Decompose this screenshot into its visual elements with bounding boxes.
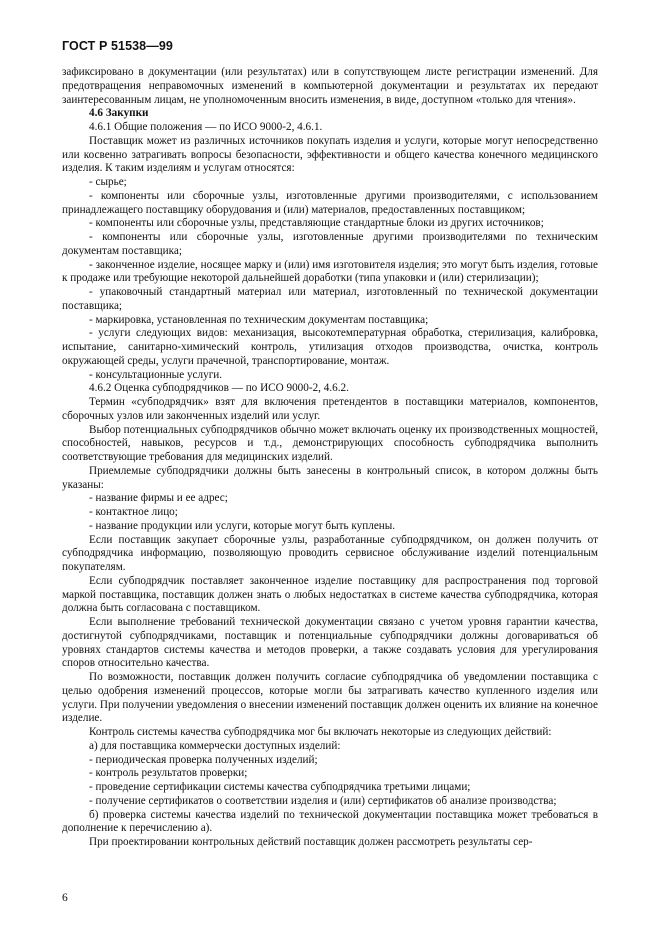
- paragraph: Если выполнение требований технической документации связано с учетом уровня гарантии качества, достигнутой субподрядчиками, поставщик и потенциальные субподрядчики должны договариваться об уровнях стандартов системы качества и методов проверки, а также создавать условия для урегулирования споров относительно качества.: [62, 616, 598, 670]
- list-item: - сырье;: [89, 176, 127, 188]
- list-item: - контроль результатов проверки;: [89, 767, 248, 780]
- subsection-heading: 4.6.2 Оценка субподрядчиков — по ИСО 9000-2, 4.6.2.: [89, 382, 349, 395]
- paragraph: зафиксировано в документации (или результатах) или в сопутствующем листе регистрации изменений. Для предотвращения неправомочных изменений в компьютерной документации и результатах их передают заинтересованным лицам, не уполномоченным вносить изменения, в виде, доступном «только для чтения».: [62, 66, 598, 106]
- list-item: - законченное изделие, носящее марку и (или) имя изготовителя изделия; это могут быть изделия, готовые к продаже или требующие некоторой дальнейшей доработки (типа упаковки и (или) стерилизации);: [62, 258, 598, 285]
- list-item: - название фирмы и ее адрес;: [89, 492, 228, 505]
- list-item: - контактное лицо;: [89, 506, 178, 518]
- list-item: - периодическая проверка полученных изделий;: [89, 753, 318, 766]
- paragraph: Если поставщик закупает сборочные узлы, разработанные субподрядчиком, он должен получить от субподрядчика информацию, позволяющую проводить сервисное обслуживание изделий потенциальным покупателям.: [62, 533, 598, 573]
- list-item: - проведение сертификации системы качества субподрядчика третьими лицами;: [89, 781, 471, 793]
- list-item: - компоненты или сборочные узлы, изготовленные другими производителями по техническим документам поставщика;: [62, 231, 598, 257]
- list-item: - получение сертификатов о соответствии изделия и (или) сертификатов об анализе производства;: [89, 794, 557, 807]
- paragraph: При проектировании контрольных действий поставщик должен рассмотреть результаты сер-: [89, 836, 533, 848]
- section-heading: 4.6 Закупки: [89, 107, 149, 120]
- subsection-heading: 4.6.1 Общие положения — по ИСО 9000-2, 4.6.1.: [89, 121, 323, 133]
- paragraph: Если субподрядчик поставляет законченное изделие поставщику для распространения под торговой маркой поставщика, поставщик должен знать о любых недостатках в системе качества субподрядчика, которая должна быть согласована с поставщиком.: [62, 574, 598, 615]
- list-item: а) для поставщика коммерчески доступных изделий:: [89, 739, 341, 752]
- list-item: б) проверка системы качества изделий по технической документации поставщика может требоваться в дополнение к перечислению а).: [62, 808, 598, 835]
- document-header: ГОСТ Р 51538—99: [62, 39, 173, 53]
- list-item: - упаковочный стандартный материал или материал, изготовленный по технической документации поставщика;: [62, 286, 598, 312]
- page-number: 6: [62, 892, 68, 904]
- paragraph: Термин «субподрядчик» взят для включения претендентов в поставщики материалов, компонентов, сборочных узлов или законченных изделий или услуг.: [62, 396, 598, 422]
- paragraph: Поставщик может из различных источников покупать изделия и услуги, которые могут непосредственно или косвенно затрагивать вопросы безопасности, эффективности и общего качества конечного медицинского изделия. К таким изделиям и услугам относятся:: [62, 134, 598, 175]
- list-item: - услуги следующих видов: механизация, высокотемпературная обработка, стерилизация, калибровка, испытание, санитарно-химический контроль, утилизация отходов производства, очистка, контроль окружающей среды, услуги прачечной, транспортирование, монтаж.: [62, 327, 598, 367]
- list-item: - название продукции или услуги, которые могут быть куплены.: [89, 519, 396, 532]
- paragraph: По возможности, поставщик должен получить согласие субподрядчика об уведомлении поставщика с целью одобрения изменений процессов, которые могли бы затрагивать качество купленного изделия или услуги. При получении уведомления о внесении изменений поставщик должен оценить их влияние на конечное изделие.: [62, 671, 598, 725]
- paragraph: Контроль системы качества субподрядчика мог бы включать некоторые из следующих действий:: [89, 726, 552, 738]
- list-item: - компоненты или сборочные узлы, представляющие стандартные блоки из других источников;: [89, 217, 544, 230]
- list-item: - компоненты или сборочные узлы, изготовленные другими производителями, с использованием принадлежащего поставщику оборудования и (или) материалов, предоставленных поставщиком;: [62, 189, 598, 216]
- list-item: - консультационные услуги.: [89, 368, 223, 381]
- document-body: [62, 66, 598, 850]
- paragraph: Приемлемые субподрядчики должны быть занесены в контрольный список, в котором должны быть указаны:: [62, 464, 598, 491]
- list-item: - маркировка, установленная по техническим документам поставщика;: [89, 313, 429, 326]
- paragraph: Выбор потенциальных субподрядчиков обычно может включать оценку их производственных мощностей, способностей, навыков, ресурсов и т.д., демонстрирующих способность субподрядчика выполнить соответствующие требования для медицинских изделий.: [62, 423, 598, 463]
